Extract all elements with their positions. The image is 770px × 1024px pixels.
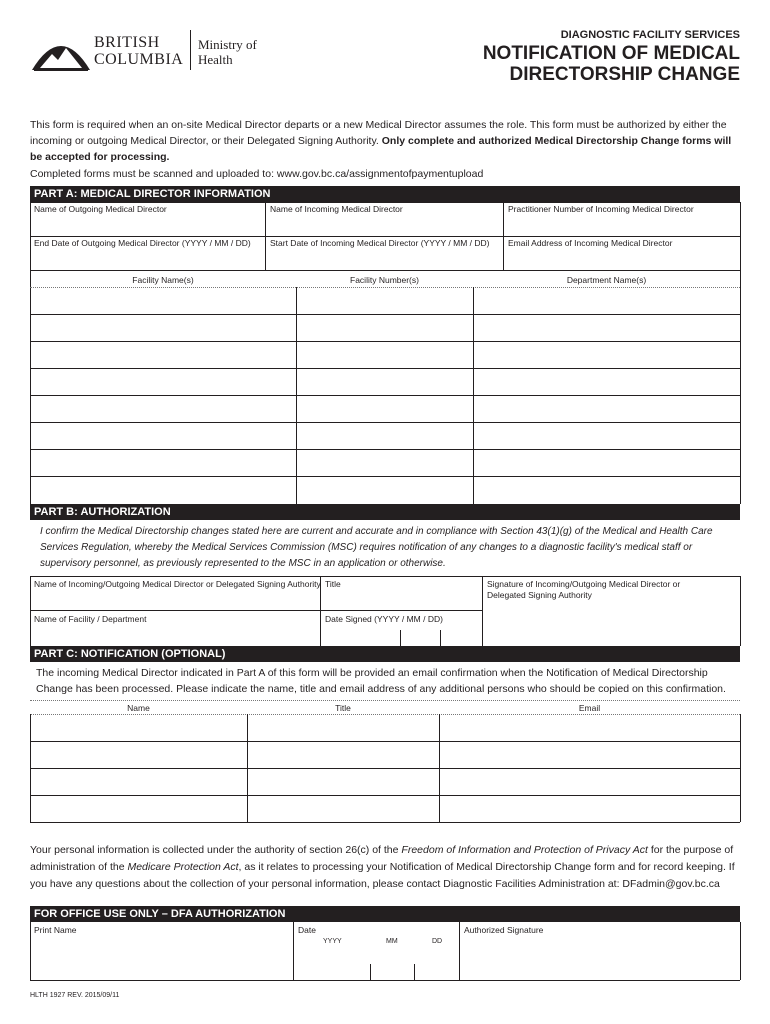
- privacy-notice: [30, 842, 742, 893]
- authorized-signature-field[interactable]: Authorized Signature: [464, 925, 544, 935]
- col-title: Title: [335, 703, 351, 713]
- upload-instruction: [30, 166, 483, 182]
- intro-bold-text: Only complete and authorized Medical Directorship Change forms will be accepted for processing.: [30, 135, 732, 163]
- col-email: Email: [578, 703, 601, 713]
- part-a-header: PART A: MEDICAL DIRECTOR INFORMATION: [30, 186, 740, 202]
- privacy-text-1: Your personal information is collected under the authority of section 26(c) of the: [30, 844, 402, 856]
- notification-text: The incoming Medical Director indicated in Part A of this form will be provided an email confirmation when the Notification of Medical Directorship Change has been processed. Please indicate the name, title and email address of any additional persons who should be copied on this confirmation.: [36, 667, 726, 695]
- signer-name-field[interactable]: Name of Incoming/Outgoing Medical Director or Delegated Signing Authority: [34, 579, 321, 589]
- col-name: Name: [127, 703, 150, 713]
- col-facility-number: Facility Number(s): [350, 275, 419, 285]
- signer-title-field[interactable]: Title: [325, 579, 341, 589]
- part-c-header: PART C: NOTIFICATION (OPTIONAL): [30, 646, 740, 662]
- privacy-text-2: for the purpose of administration of the: [30, 844, 734, 873]
- form-title-line1: NOTIFICATION OF MEDICAL: [482, 43, 740, 64]
- col-facility-name: Facility Name(s): [132, 275, 194, 285]
- form-title-line2: DIRECTORSHIP CHANGE: [509, 64, 740, 85]
- office-use-header: FOR OFFICE USE ONLY – DFA AUTHORIZATION: [30, 906, 740, 922]
- department-name: DIAGNOSTIC FACILITY SERVICES: [560, 29, 740, 41]
- outgoing-director-name-field[interactable]: Name of Outgoing Medical Director: [34, 204, 167, 214]
- office-date-field[interactable]: Date: [298, 925, 316, 935]
- incoming-director-name-field[interactable]: Name of Incoming Medical Director: [270, 204, 403, 214]
- privacy-act-name: Freedom of Information and Protection of Privacy Act: [401, 844, 648, 856]
- intro-text: This form is required when an on-site Medical Director departs or a new Medical Director assumes the role. This form must be authorized by either the incoming or outgoing Medical Director, or their Delegated Signing Authority.: [30, 119, 727, 147]
- bc-logo: [30, 30, 270, 74]
- date-signed-field[interactable]: Date Signed (YYYY / MM / DD): [325, 614, 443, 624]
- start-date-field[interactable]: Start Date of Incoming Medical Director (YYYY / MM / DD): [270, 238, 490, 248]
- date-dd: DD: [432, 938, 443, 945]
- ministry-line1: Ministry of: [198, 37, 257, 52]
- ministry-line2: Health: [198, 52, 233, 67]
- bc-wordmark-line1: BRITISH: [94, 34, 160, 51]
- bc-sun-mountain-icon: [30, 30, 92, 72]
- date-mm: MM: [386, 938, 398, 945]
- facility-department-field[interactable]: Name of Facility / Department: [34, 614, 147, 624]
- medicare-act-name: Medicare Protection Act: [127, 861, 239, 873]
- col-department-name: Department Name(s): [566, 275, 647, 285]
- privacy-text-3: , as it relates to processing your Notification of Medical Directorship Change form and for record keeping. If you have any questions about the collection of your personal information, please contact Diagnostic Facilities Administration at: DFadmin@gov.bc.ca: [30, 861, 735, 890]
- authorization-statement: I confirm the Medical Directorship changes stated here are current and accurate and in compliance with Section 43(1)(g) of the Medical and Health Care Services Regulation, whereby the Medical Services Commission (MSC) requires notification of any changes to a diagnostic facility's medical staff or supervisory personnel, as previously represented to the MSC in an application or otherwise.: [40, 526, 713, 569]
- bc-wordmark-line2: COLUMBIA: [94, 51, 184, 68]
- end-date-field[interactable]: End Date of Outgoing Medical Director (YYYY / MM / DD): [34, 238, 251, 248]
- upload-prefix: Completed forms must be scanned and uploaded to:: [30, 168, 277, 180]
- signature-field[interactable]: Signature of Incoming/Outgoing Medical Director or Delegated Signing Authority: [487, 579, 681, 600]
- print-name-field[interactable]: Print Name: [34, 925, 77, 935]
- logo-divider: [190, 30, 191, 70]
- part-b-header: PART B: AUTHORIZATION: [30, 504, 740, 520]
- date-yyyy: YYYY: [323, 938, 342, 945]
- intro-paragraph: [30, 117, 742, 165]
- upload-url[interactable]: www.gov.bc.ca/assignmentofpaymentupload: [276, 168, 484, 180]
- incoming-email-field[interactable]: Email Address of Incoming Medical Director: [508, 238, 673, 248]
- form-number: HLTH 1927 REV. 2015/09/11: [30, 992, 120, 999]
- practitioner-number-field[interactable]: Practitioner Number of Incoming Medical Director: [508, 204, 694, 214]
